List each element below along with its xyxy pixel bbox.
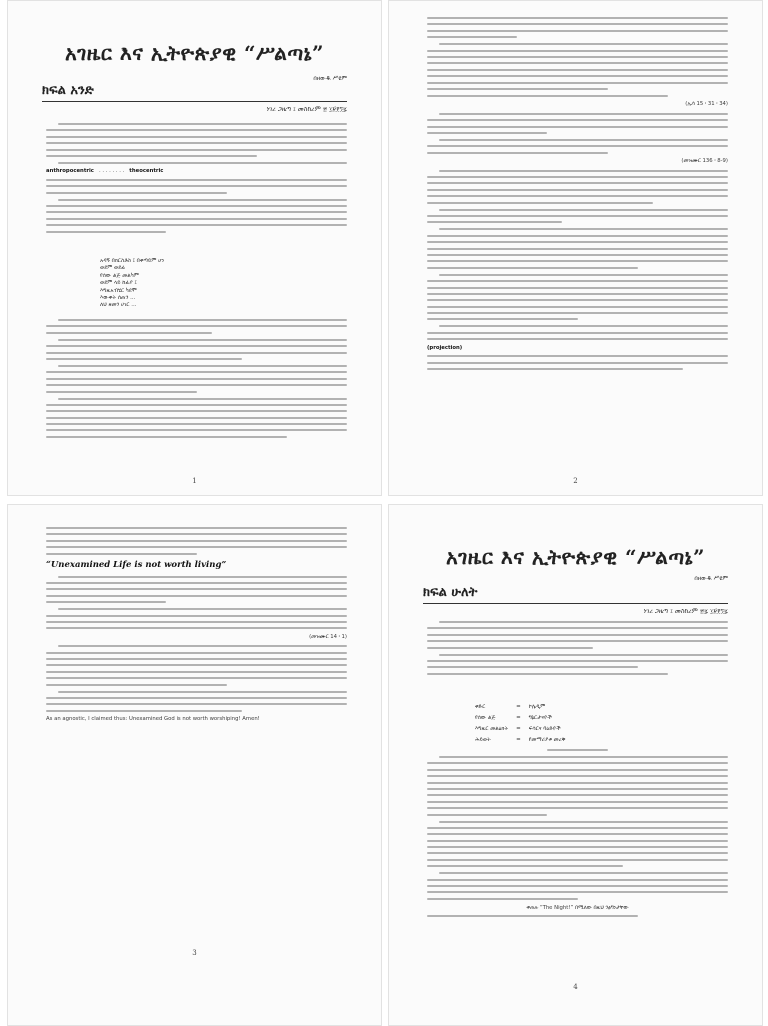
document-page-4 [388,504,763,1026]
table-row: ቀድር = ኮሌዲም [475,704,546,710]
section-heading: “Unexamined Life is not worth living” [46,559,227,570]
keyword-anthropocentric: anthropocentric [46,168,94,175]
scripture-reference: (መዝሙር 14 ፡ 1) [309,633,347,640]
publication-line: ነገረ ጋዜጣ ፤ መስከረም ፳ ፲፱፻፺፯ [266,105,347,113]
scripture-reference: (ኢሳ 15 ፡ 31 ፡ 34) [685,101,728,108]
document-page-2 [388,0,763,496]
chapter-heading: ክፍል ሁለት [423,585,478,600]
keyword-projection: (projection) [427,344,463,351]
page-title: አገዜር እና ኢትዮጵያዊ “ሥልጣኔ” [64,41,325,65]
document-page-1 [7,0,382,496]
chapter-heading: ክፍል አንድ [42,83,94,98]
author-byline: በዘውዱ ሥዩም [313,75,347,82]
body-text-2 [427,749,728,922]
english-closing-line: As an agnostic, I claimed thus: Unexamined God is not worth worshiping! Amen! [46,716,260,723]
divider [423,603,728,604]
document-page-3 [7,504,382,1026]
body-text-2 [46,319,347,443]
page-number: 3 [192,949,197,957]
page-number: 2 [573,477,578,485]
author-byline: በዘውዱ ሥዩም [694,575,728,582]
table-row: እግዚር መልዕክት = ፍሳርና ባዕድዮች [475,726,561,732]
body-text: anthropocentric . . . . . . . . theocentric [46,123,347,238]
publication-line: ነገረ ጋዜጣ ፤ መስከረም ፳፯ ፲፱፻፺፯ [643,607,728,615]
table-row: የሰው ልጅ = ግኔርታናዮች [475,715,552,721]
body-text [427,621,728,680]
quoted-line: ቀጠሉ “The Night!” በሚለው በዚህ ንፅግነታቸው [526,904,629,911]
divider [42,101,347,102]
page-number: 4 [573,983,578,991]
scripture-reference-2: (መዝሙር 136 ፡ 8-9) [681,158,728,165]
term-mapping-table [473,701,573,747]
page-number: 1 [192,477,197,485]
poem-verse: አዳኝ በክርስቶስ ፤ በቀጣይም ሆነ ወደም ወደፊ የሰው ልጅ መልካም ወደም ላይ ከፊያ ፤ እግዚአብሄር ካደሞ እውቀት ሰጠን ... ለህ ዘመን ሀገር ... [100,258,165,309]
keyword-theocentric: theocentric [129,168,164,175]
body-text [427,17,728,375]
page-title: አገዜር እና ኢትዮጵያዊ “ሥልጣኔ” [445,545,706,569]
table-row: ሕይወት = የመማሪያቱ መረቅ [475,737,566,743]
body-text [46,527,347,728]
